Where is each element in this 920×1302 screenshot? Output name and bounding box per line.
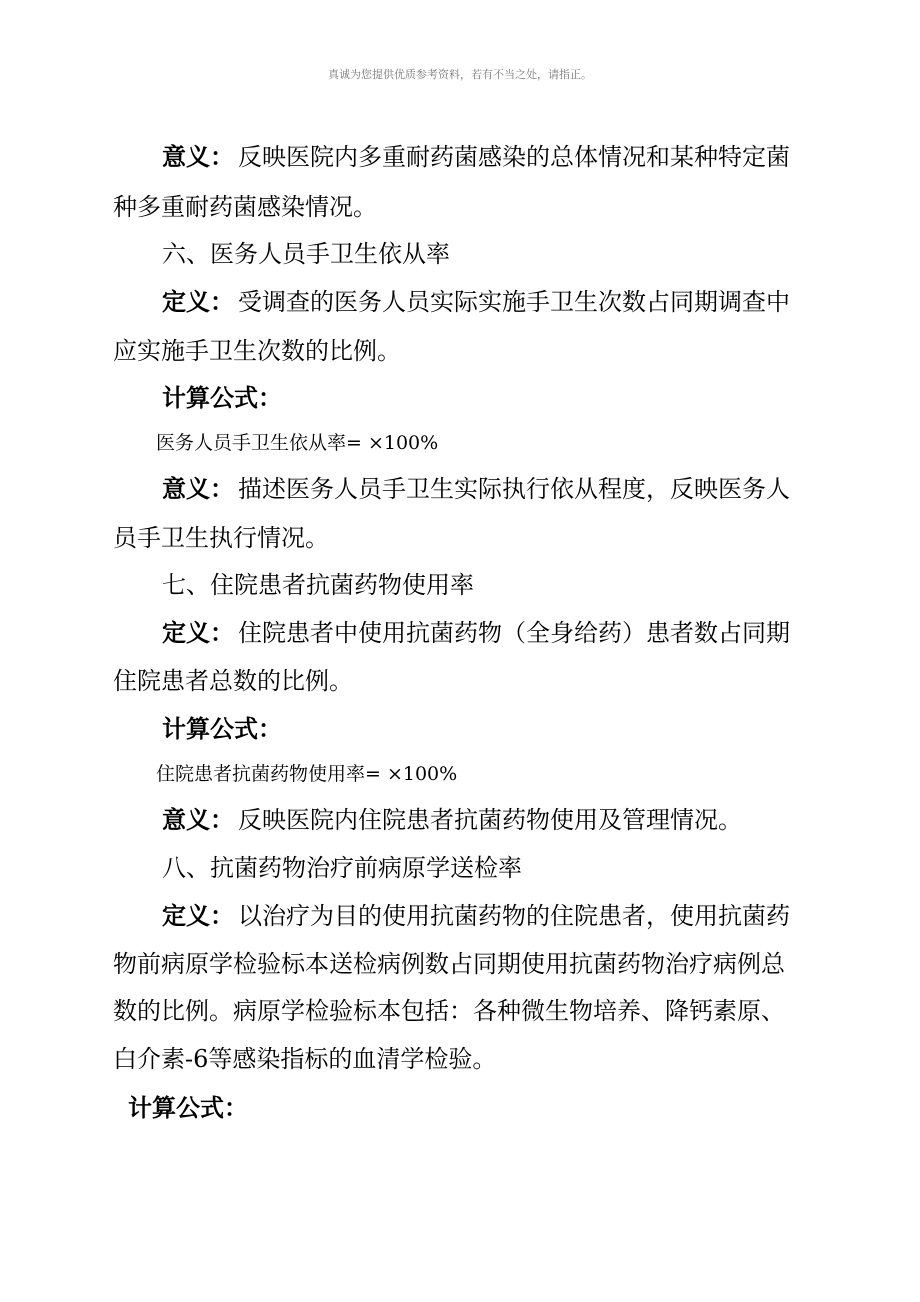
definition-text: 以治疗为目的使用抗菌药物的住院患者，使用抗菌药: [238, 902, 790, 930]
header-note: 真诚为您提供优质参考资料，若有不当之处，请指正。: [328, 68, 592, 81]
formula-label: 计算公式：: [162, 383, 282, 412]
paragraph-line: 应实施手卫生次数的比例。: [113, 337, 401, 365]
definition-text: 住院患者中使用抗菌药物（全身给药）患者数占同期: [238, 619, 790, 647]
formula-label: 计算公式：: [162, 714, 282, 743]
formula-line: 医务人员手卫生依从率= ×100%: [156, 432, 439, 454]
meaning-label: 意义：: [162, 474, 234, 503]
paragraph-line: 员手卫生执行情况。: [113, 524, 329, 552]
meaning-text: 描述医务人员手卫生实际执行依从程度，反映医务人: [238, 475, 790, 503]
section-heading-6: 六、医务人员手卫生依从率: [162, 240, 450, 268]
paragraph-line: 白介素-6等感染指标的血清学检验。: [113, 1045, 497, 1073]
meaning-text: 反映医院内住院患者抗菌药物使用及管理情况。: [238, 806, 742, 834]
paragraph-line: 物前病原学检验标本送检病例数占同期使用抗菌药物治疗病例总: [113, 950, 785, 978]
definition-label: 定义：: [162, 618, 234, 647]
definition-text: 受调查的医务人员实际实施手卫生次数占同期调查中: [238, 288, 790, 316]
formula-label: 计算公式：: [128, 1093, 248, 1122]
definition-label: 定义：: [162, 901, 234, 930]
section-heading-8: 八、抗菌药物治疗前病原学送检率: [162, 854, 522, 882]
paragraph-line: 数的比例。病原学检验标本包括：各种微生物培养、降钙素原、: [113, 997, 785, 1025]
section-heading-7: 七、住院患者抗菌药物使用率: [162, 571, 474, 599]
meaning-label: 意义：: [162, 142, 234, 171]
paragraph-line: 种多重耐药菌感染情况。: [113, 193, 377, 221]
meaning-label: 意义：: [162, 805, 234, 834]
paragraph-line: 住院患者总数的比例。: [113, 667, 353, 695]
meaning-text: 反映医院内多重耐药菌感染的总体情况和某种特定菌: [238, 143, 790, 171]
definition-label: 定义：: [162, 287, 234, 316]
formula-line: 住院患者抗菌药物使用率= ×100%: [156, 763, 458, 785]
